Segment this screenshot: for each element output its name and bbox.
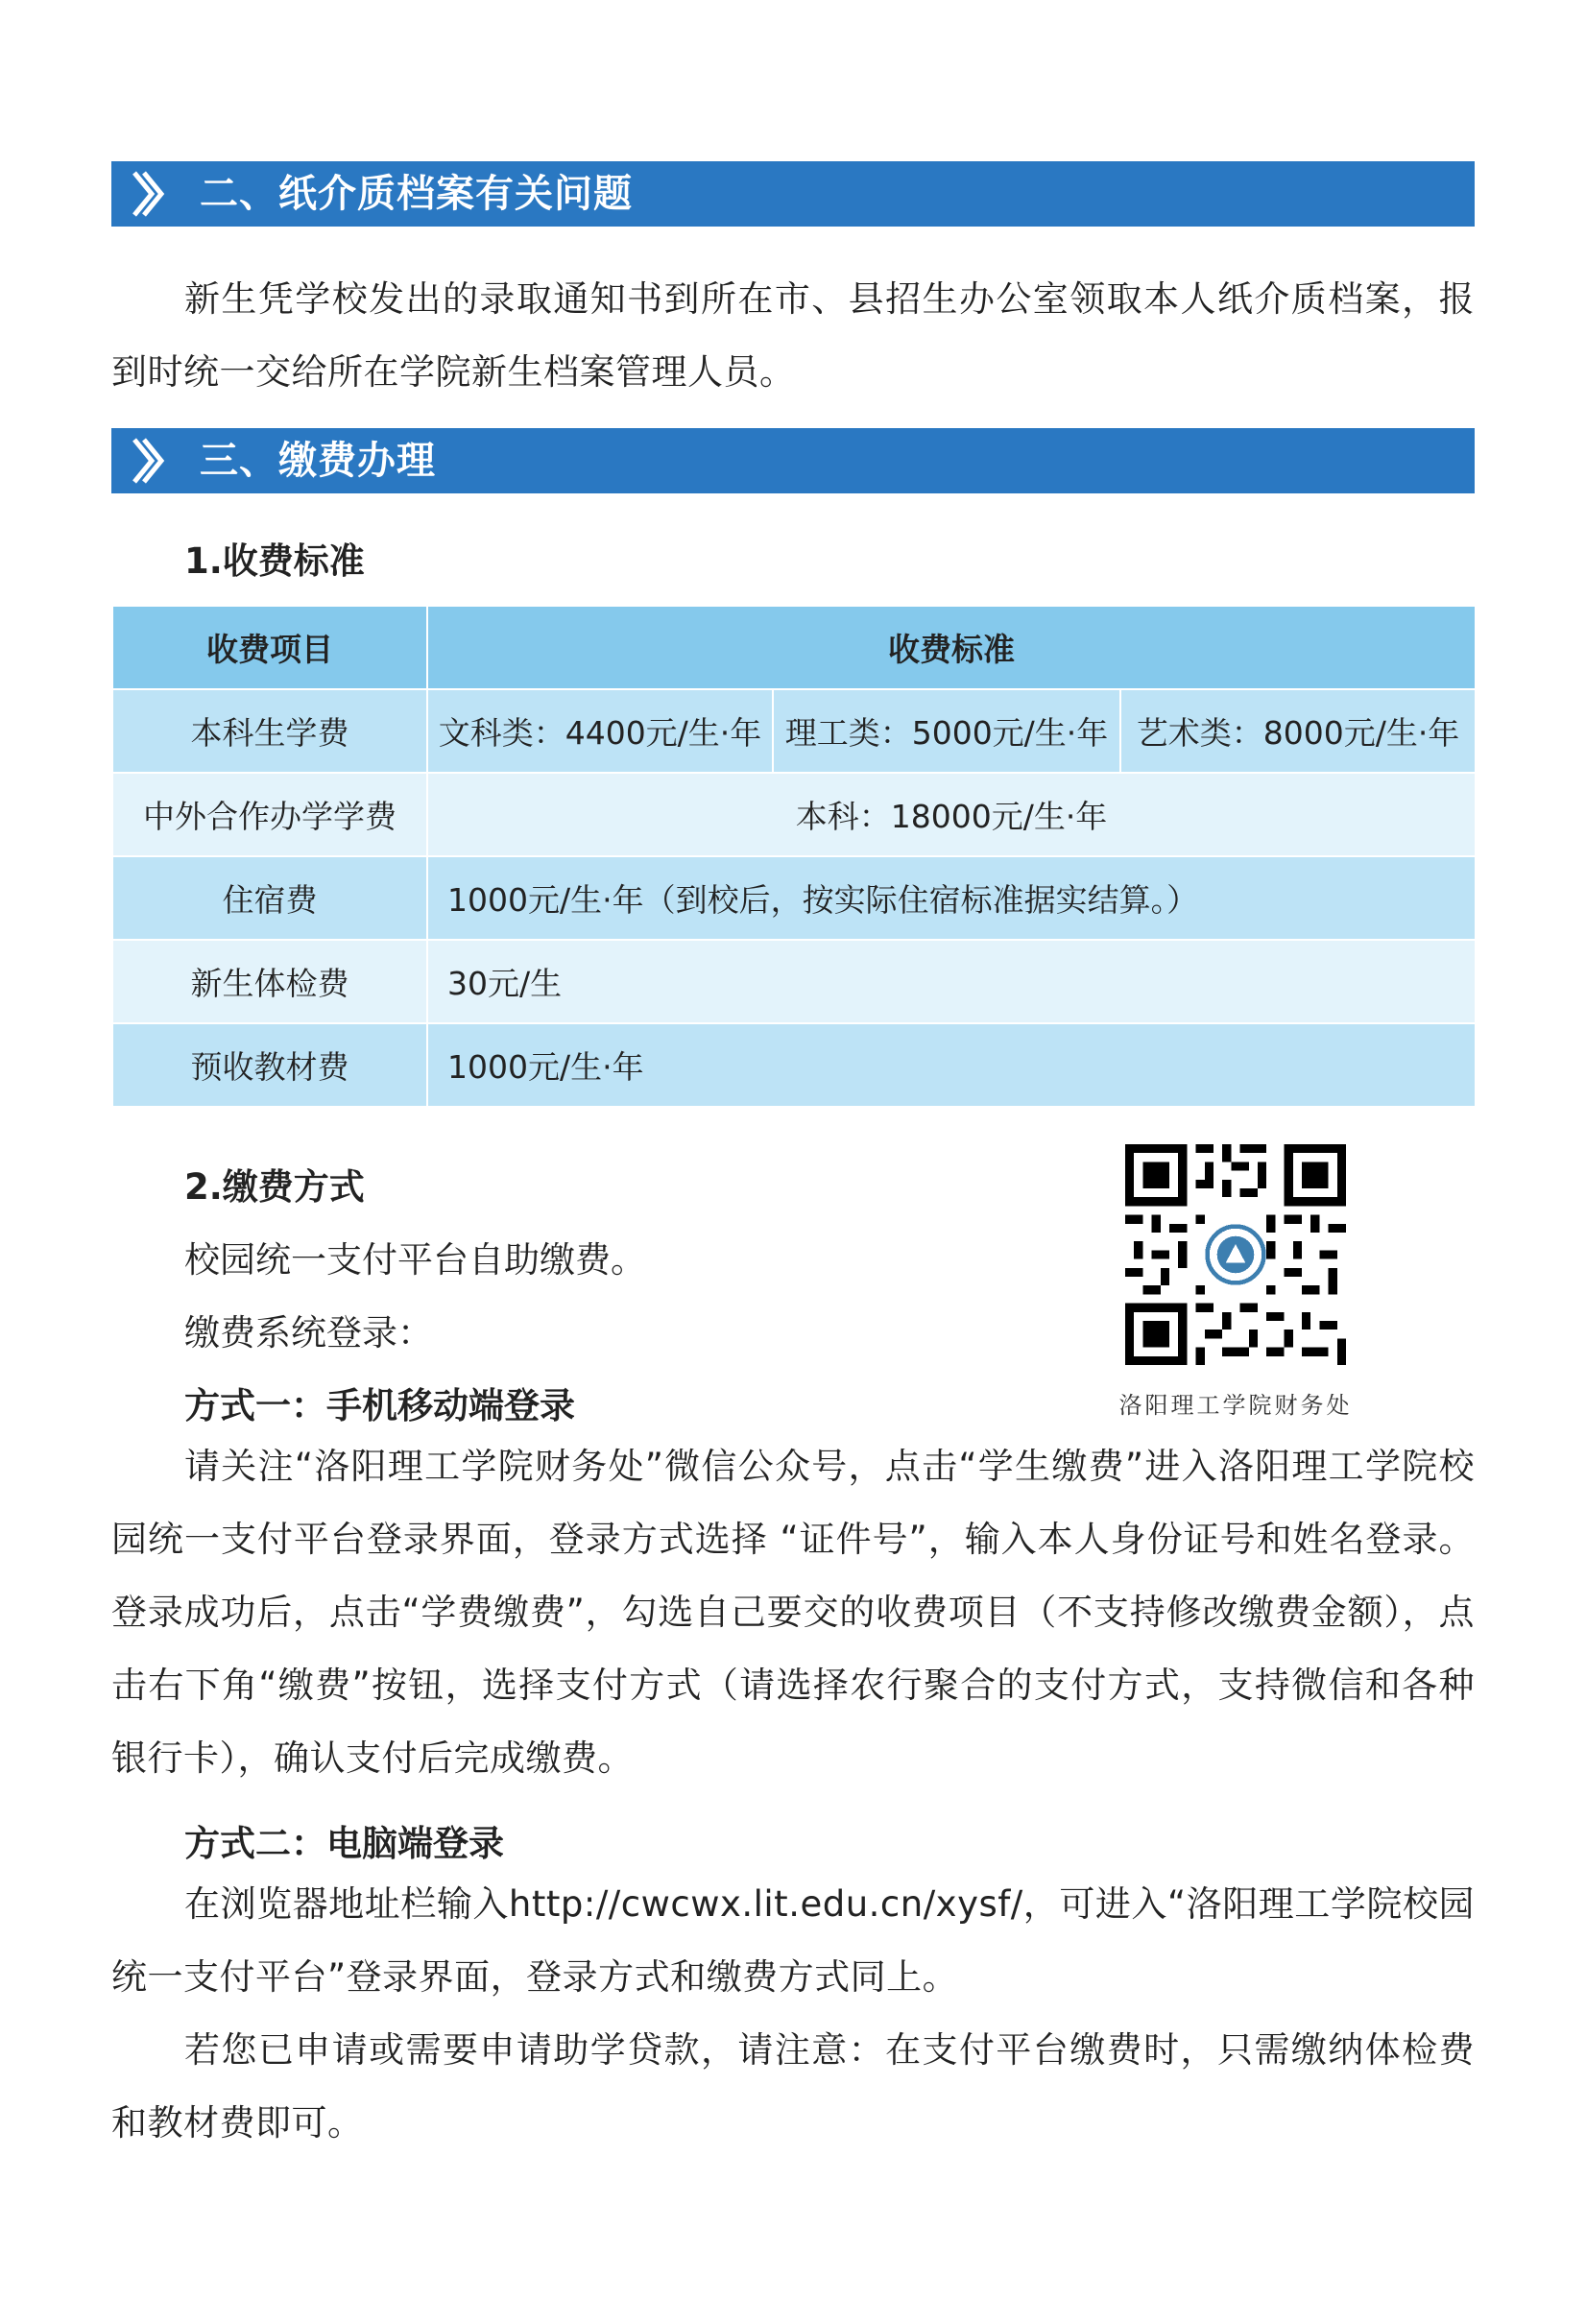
login-line: 缴费系统登录： — [184, 1312, 433, 1354]
table-row — [112, 773, 1476, 856]
table-row — [112, 689, 1476, 773]
table-row — [112, 940, 1476, 1023]
chevron-right-icon — [131, 169, 169, 219]
method2-paragraph: 在浏览器地址栏输入http://cwcwx.lit.edu.cn/xysf/，可进入“洛阳理工学院校园统一支付平台”登录界面，登录方式和缴费方式同上。 — [111, 1883, 1475, 1998]
chevron-right-icon — [131, 436, 169, 486]
row-value: 1000元/生·年 — [427, 1023, 1476, 1107]
fee-science: 理工类：5000元/生·年 — [773, 689, 1120, 773]
fee-table — [111, 605, 1477, 1108]
section-banner-payment — [111, 428, 1475, 493]
table-row — [112, 856, 1476, 940]
fee-table-header — [112, 606, 1476, 689]
payment-platform-line: 校园统一支付平台自助缴费。 — [184, 1239, 646, 1281]
row-item: 预收教材费 — [112, 1023, 427, 1107]
method1-heading: 方式一：手机移动端登录 — [184, 1385, 575, 1426]
loan-paragraph: 若您已申请或需要申请助学贷款，请注意：在支付平台缴费时，只需缴纳体检费和教材费即可。 — [111, 2029, 1475, 2144]
header-item: 收费项目 — [112, 606, 427, 689]
archives-paragraph: 新生凭学校发出的录取通知书到所在市、县招生办公室领取本人纸介质档案，报到时统一交给所在学院新生档案管理人员。 — [111, 278, 1475, 393]
row-value: 本科：18000元/生·年 — [427, 773, 1476, 856]
row-value: 30元/生 — [427, 940, 1476, 1023]
payment-method-heading: 2.缴费方式 — [184, 1166, 365, 1208]
fee-liberal-arts: 文科类：4400元/生·年 — [427, 689, 773, 773]
section-title: 三、缴费办理 — [200, 439, 436, 483]
section-title: 二、纸介质档案有关问题 — [200, 172, 633, 216]
method1-paragraph: 请关注“洛阳理工学院财务处”微信公众号，点击“学生缴费”进入洛阳理工学院校园统一支付平台登录界面，登录方式选择 “证件号”，输入本人身份证号和姓名登录。登录成功后，点击“学费缴费”，勾选自己要交的收费项目（不支持修改缴费金额），点击右下角“缴费”按钮，选择支付方式（请选择农行聚合的支付方式，支持微信和各种银行卡），确认支付后完成缴费。 — [111, 1446, 1475, 1779]
table-row — [112, 1023, 1476, 1107]
header-standard: 收费标准 — [427, 606, 1476, 689]
qr-code-icon — [1125, 1144, 1346, 1365]
row-value: 1000元/生·年（到校后，按实际住宿标准据实结算。） — [427, 856, 1476, 940]
method2-heading: 方式二：电脑端登录 — [184, 1823, 504, 1864]
section-banner-archives — [111, 161, 1475, 227]
row-item: 住宿费 — [112, 856, 427, 940]
qr-caption: 洛阳理工学院财务处 — [1118, 1392, 1353, 1419]
fee-standard-heading: 1.收费标准 — [184, 540, 365, 582]
row-item: 本科生学费 — [112, 689, 427, 773]
fee-art: 艺术类：8000元/生·年 — [1120, 689, 1476, 773]
row-item: 新生体检费 — [112, 940, 427, 1023]
row-item: 中外合作办学学费 — [112, 773, 427, 856]
